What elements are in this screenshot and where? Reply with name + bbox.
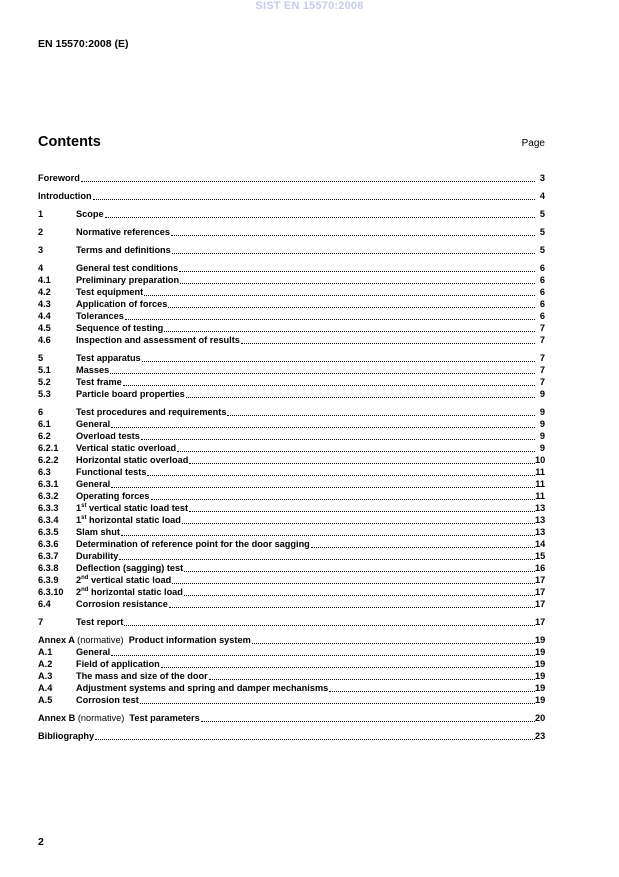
toc-page: 19 [535, 671, 546, 681]
table-of-contents [38, 172, 545, 742]
toc-number: 6.3.9 [38, 575, 59, 585]
toc-page: 6 [539, 311, 545, 321]
toc-number: 6.3.5 [38, 527, 59, 537]
toc-entry[interactable] [38, 322, 545, 334]
toc-number: A.4 [38, 683, 53, 693]
toc-title: Corrosion test [76, 695, 139, 705]
toc-entry[interactable] [38, 646, 545, 658]
toc-number: 5.1 [38, 365, 51, 375]
toc-title: General [76, 479, 111, 489]
toc-entry[interactable] [38, 442, 545, 454]
toc-number: 5.2 [38, 377, 51, 387]
toc-entry[interactable] [38, 376, 545, 388]
toc-number: 4 [38, 263, 44, 273]
toc-page: 11 [535, 479, 545, 489]
toc-number: 6.3.2 [38, 491, 59, 501]
toc-number: 6.3.8 [38, 563, 59, 573]
toc-page: 11 [535, 467, 545, 477]
toc-entry[interactable] [38, 310, 545, 322]
toc-page: 19 [535, 647, 546, 657]
toc-title: Slam shut [76, 527, 120, 537]
toc-page: 6 [539, 287, 545, 297]
toc-number: 6 [38, 407, 44, 417]
toc-entry[interactable] [38, 562, 545, 574]
toc-entry[interactable] [38, 208, 545, 220]
toc-number: 6.3.7 [38, 551, 59, 561]
toc-number: 4.4 [38, 311, 51, 321]
toc-title: Test report [76, 617, 124, 627]
toc-entry[interactable] [38, 694, 545, 706]
toc-entry[interactable] [38, 514, 545, 526]
toc-entry[interactable] [38, 466, 545, 478]
toc-number: 4.6 [38, 335, 51, 345]
toc-page: 14 [535, 539, 546, 549]
toc-entry[interactable] [38, 406, 545, 418]
toc-title: Tolerances [76, 311, 124, 321]
toc-page: 17 [535, 575, 546, 585]
toc-title: Introduction [38, 191, 92, 201]
toc-entry[interactable] [38, 598, 545, 610]
toc-entry[interactable] [38, 286, 545, 298]
toc-page: 11 [535, 491, 545, 501]
toc-number: 4.3 [38, 299, 51, 309]
toc-page: 16 [535, 563, 546, 573]
toc-entry[interactable] [38, 616, 545, 628]
toc-title: Test equipment [76, 287, 144, 297]
watermark: SIST EN 15570:2008 [255, 0, 364, 12]
toc-entry[interactable] [38, 226, 545, 238]
toc-page: 7 [539, 353, 545, 363]
toc-number: 2 [38, 227, 44, 237]
toc-page: 9 [539, 419, 545, 429]
toc-page: 9 [539, 431, 545, 441]
toc-number: A.1 [38, 647, 53, 657]
document-id: EN 15570:2008 (E) [38, 38, 129, 50]
toc-title: Corrosion resistance [76, 599, 168, 609]
toc-entry[interactable] [38, 550, 545, 562]
toc-title: 1st horizontal static load [76, 515, 181, 525]
toc-entry[interactable] [38, 574, 545, 586]
toc-title: Test apparatus [76, 353, 141, 363]
toc-number: 6.1 [38, 419, 51, 429]
toc-page: 6 [539, 299, 545, 309]
toc-number: 6.4 [38, 599, 51, 609]
toc-title: Foreword [38, 173, 80, 183]
toc-title: Adjustment systems and spring and damper mechanisms [76, 683, 329, 693]
toc-entry[interactable] [38, 634, 545, 646]
toc-number: 5 [38, 353, 44, 363]
toc-page: 19 [535, 659, 546, 669]
toc-number: 1 [38, 209, 44, 219]
toc-number: A.3 [38, 671, 53, 681]
toc-entry[interactable] [38, 334, 545, 346]
toc-page: 19 [535, 635, 546, 645]
toc-page: 13 [535, 527, 546, 537]
toc-title: Deflection (sagging) test [76, 563, 184, 573]
toc-number: 6.2.2 [38, 455, 59, 465]
toc-entry[interactable] [38, 298, 545, 310]
toc-title: Test procedures and requirements [76, 407, 227, 417]
toc-page: 5 [539, 245, 545, 255]
toc-page: 3 [539, 173, 545, 183]
toc-number: 6.3.1 [38, 479, 59, 489]
toc-title: 2nd vertical static load [76, 575, 172, 585]
toc-number: 4.1 [38, 275, 51, 285]
toc-title: Application of forces [76, 299, 168, 309]
toc-number: 6.2 [38, 431, 51, 441]
toc-number: 4.5 [38, 323, 51, 333]
toc-page: 5 [539, 209, 545, 219]
toc-title: General [76, 647, 111, 657]
toc-title: Horizontal static overload [76, 455, 189, 465]
toc-number: 6.3.3 [38, 503, 59, 513]
toc-title: Normative references [76, 227, 170, 237]
toc-number: 4.2 [38, 287, 51, 297]
toc-number: 5.3 [38, 389, 51, 399]
toc-title: 1st vertical static load test [76, 503, 189, 513]
toc-entry[interactable] [38, 682, 545, 694]
toc-entry[interactable] [38, 454, 545, 466]
toc-number: 7 [38, 617, 44, 627]
toc-title: General test conditions [76, 263, 179, 273]
toc-title: Functional tests [76, 467, 147, 477]
toc-page: 19 [535, 695, 546, 705]
toc-entry[interactable] [38, 526, 545, 538]
toc-page: 17 [535, 617, 546, 627]
toc-title: Determination of reference point for the door sagging [76, 539, 310, 549]
page-column-label: Page [521, 138, 545, 149]
toc-page: 7 [539, 335, 545, 345]
toc-page: 4 [539, 191, 545, 201]
toc-entry[interactable] [38, 658, 545, 670]
toc-page: 19 [535, 683, 546, 693]
toc-page: 17 [535, 599, 546, 609]
toc-entry[interactable] [38, 430, 545, 442]
toc-page: 7 [539, 365, 545, 375]
toc-page: 7 [539, 323, 545, 333]
toc-page: 10 [535, 455, 546, 465]
toc-title: Annex A (normative) Product information system [38, 635, 251, 645]
toc-title: 2nd horizontal static load [76, 587, 183, 597]
toc-page: 13 [535, 515, 546, 525]
toc-page: 9 [539, 407, 545, 417]
toc-page: 23 [535, 731, 546, 741]
toc-entry[interactable] [38, 418, 545, 430]
toc-entry[interactable] [38, 352, 545, 364]
toc-title: Sequence of testing [76, 323, 164, 333]
toc-entry[interactable] [38, 190, 545, 202]
toc-title: General [76, 419, 111, 429]
toc-entry[interactable] [38, 490, 545, 502]
toc-page: 5 [539, 227, 545, 237]
toc-number: A.2 [38, 659, 53, 669]
toc-number: 3 [38, 245, 44, 255]
toc-entry[interactable] [38, 730, 545, 742]
toc-title: Annex B (normative) Test parameters [38, 713, 200, 723]
toc-number: 6.2.1 [38, 443, 59, 453]
toc-title: Inspection and assessment of results [76, 335, 240, 345]
toc-title: Preliminary preparation [76, 275, 180, 285]
contents-heading: Contents [38, 134, 101, 150]
toc-title: Test frame [76, 377, 122, 387]
toc-entry[interactable] [38, 364, 545, 376]
toc-title: Vertical static overload [76, 443, 177, 453]
toc-entry[interactable] [38, 274, 545, 286]
toc-title: Masses [76, 365, 110, 375]
toc-title: Operating forces [76, 491, 150, 501]
toc-entry[interactable] [38, 244, 545, 256]
toc-number: 6.3.4 [38, 515, 59, 525]
toc-entry[interactable] [38, 670, 545, 682]
toc-entry[interactable] [38, 502, 545, 514]
toc-entry[interactable] [38, 478, 545, 490]
toc-title: Terms and definitions [76, 245, 171, 255]
toc-number: A.5 [38, 695, 53, 705]
toc-title: Field of application [76, 659, 160, 669]
toc-entry[interactable] [38, 388, 545, 400]
toc-entry[interactable] [38, 172, 545, 184]
toc-number: 6.3.10 [38, 587, 64, 597]
toc-title: Bibliography [38, 731, 95, 741]
toc-page: 20 [535, 713, 546, 723]
toc-number: 6.3 [38, 467, 51, 477]
toc-title: Scope [76, 209, 104, 219]
toc-page: 17 [535, 587, 546, 597]
toc-page: 6 [539, 263, 545, 273]
toc-title: The mass and size of the door [76, 671, 208, 681]
toc-page: 6 [539, 275, 545, 285]
toc-number: 6.3.6 [38, 539, 59, 549]
toc-page: 13 [535, 503, 546, 513]
page-number: 2 [38, 836, 44, 848]
toc-entry[interactable] [38, 262, 545, 274]
toc-title: Overload tests [76, 431, 140, 441]
toc-title: Durability [76, 551, 119, 561]
toc-page: 7 [539, 377, 545, 387]
toc-entry[interactable] [38, 712, 545, 724]
toc-page: 9 [539, 443, 545, 453]
toc-entry[interactable] [38, 538, 545, 550]
toc-page: 9 [539, 389, 545, 399]
toc-page: 15 [535, 551, 546, 561]
toc-title: Particle board properties [76, 389, 185, 399]
toc-entry[interactable] [38, 586, 545, 598]
